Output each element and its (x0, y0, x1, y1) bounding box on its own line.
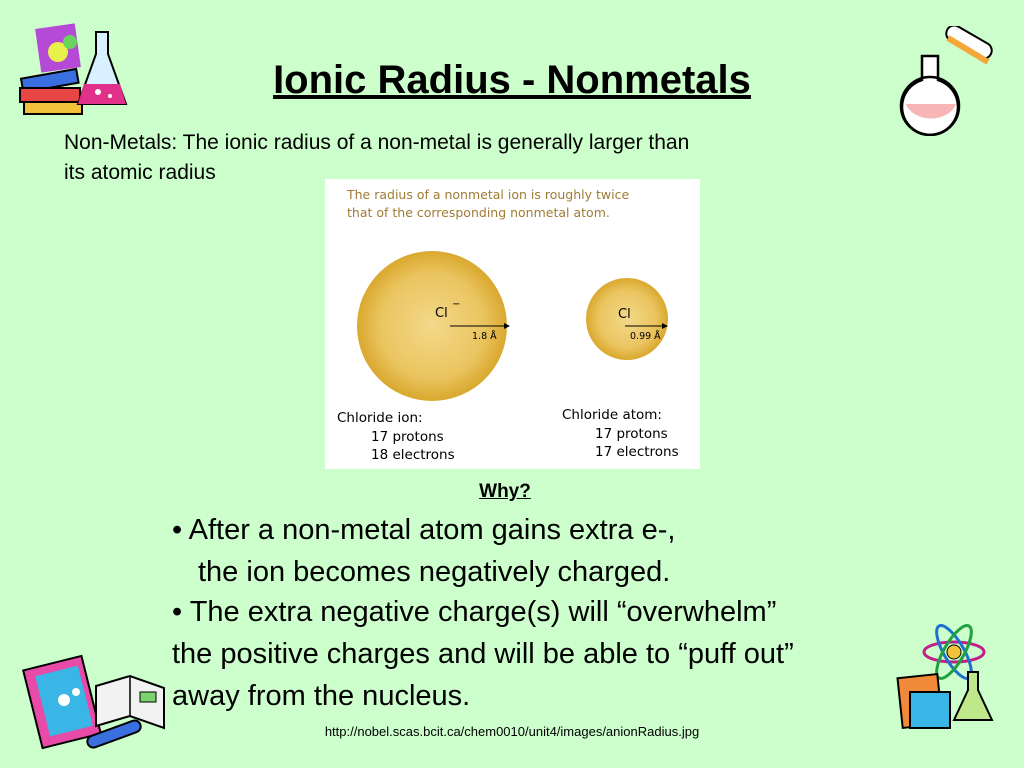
ionic-radius-figure (325, 179, 700, 469)
atom-and-lab-glassware-icon (894, 624, 1004, 736)
bullet-1-line-1 (172, 510, 675, 550)
ion-electrons: 18 electrons (371, 447, 455, 463)
open-book-with-pen-icon (22, 648, 172, 760)
slide-title: Ionic Radius - Nonmetals (273, 58, 751, 102)
atom-radius-label: 0.99 Å (630, 331, 661, 342)
why-heading: Why? (479, 481, 531, 502)
intro-line-2: its atomic radius (64, 161, 216, 184)
atom-symbol: Cl (618, 307, 631, 322)
atom-name: Chloride atom: (562, 407, 662, 423)
ion-symbol: Cl (435, 306, 448, 321)
bullet-1-line-2: the ion becomes negatively charged. (198, 556, 671, 588)
ion-protons: 17 protons (371, 429, 444, 445)
ion-radius-label: 1.8 Å (472, 331, 497, 342)
atom-electrons: 17 electrons (595, 444, 679, 460)
bullet-glyph: • (172, 514, 183, 546)
bullet-2-line-2: the positive charges and will be able to “puff out” (172, 638, 794, 670)
source-url: http://nobel.scas.bcit.ca/chem0010/unit4/images/anionRadius.jpg (324, 724, 700, 739)
intro-line-1: Non-Metals: The ionic radius of a non-metal is generally larger than (64, 131, 690, 154)
ion-name: Chloride ion: (337, 410, 423, 426)
atom-protons: 17 protons (595, 426, 668, 442)
bullet-2-line-1 (172, 592, 776, 632)
figure-caption-line-2: that of the corresponding nonmetal atom. (347, 205, 610, 220)
figure-caption-line-1: The radius of a nonmetal ion is roughly twice (347, 187, 630, 202)
bullet-2-line-3: away from the nucleus. (172, 680, 471, 712)
ion-charge: − (452, 299, 461, 310)
bullet-1-text: After a non-metal atom gains extra e-, (188, 514, 676, 546)
bullet-2-text: The extra negative charge(s) will “overwhelm” (189, 596, 777, 628)
bullet-glyph: • (172, 596, 183, 628)
